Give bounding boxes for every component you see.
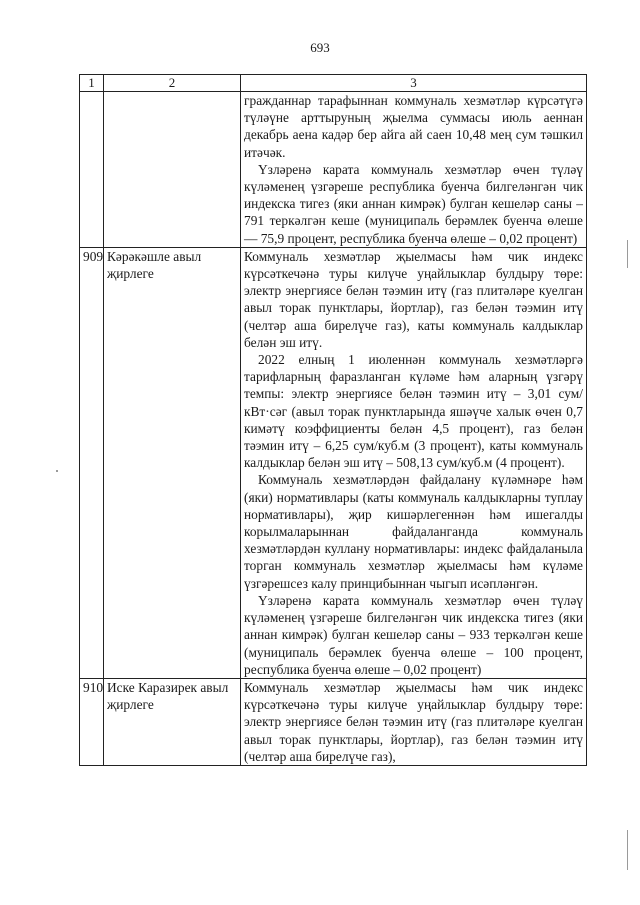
- paragraph: гражданнар тарафыннан коммуналь хезмәтләр күрсәтүгә түләүне арттыруның җыелма суммасы июль аеннан декабрь аена кадәр бер айга ай саен 10,48 мең сум тәшкил итәчәк.: [244, 93, 583, 160]
- scan-artifact-line: [627, 240, 628, 268]
- paragraph: Коммуналь хезмәтләр җыелмасы һәм чик индекс күрсәткечәнә туры килүче уңайлыклар булдыру төре: электр энергиясе белән тәэмин итү (газ плитәләре куелган авыл торак пунктлары, йортлар), газ белән тәэмин итү (челтәр аша бирелүче газ),: [244, 679, 583, 764]
- scan-artifact-line: [627, 830, 628, 870]
- header-col-1: 1: [80, 75, 104, 92]
- row-number: [80, 92, 104, 248]
- row-number: 910: [80, 678, 104, 765]
- table-row: [80, 247, 587, 678]
- paragraph: 2022 елның 1 июленнән коммуналь хезмәтләргә тарифларның фаразланган күләме һәм аларның үзгәрү темпы: электр энергиясе белән тәэмин итү – 3,01 сум/кВт·сәг (авыл торак пунктларында яшәүче халык өчен 0,7 кимәтү коэффициенты белән 4,5 процент), газ белән тәэмин итү – 6,25 сум/куб.м (3 процент), каты коммуналь калдыклар белән эш итү – 508,13 сум/куб.м (4 процент).: [244, 352, 583, 471]
- table-row: [80, 678, 587, 765]
- row-description: [241, 678, 587, 765]
- paragraph: Үзләренә карата коммуналь хезмәтләр өчен түләү күләменең үзгәреше билгеләнгән чик индекска тигез (яки аннан кимрәк) булган кешеләр саны – 933 теркәлгән кеше (муниципаль берәмлек буенча өлеше – 100 процент, республика буенча өлеше – 0,02 процент): [244, 592, 583, 677]
- row-number: 909: [80, 247, 104, 678]
- settlement-name: Иске Каразирек авыл җирлеге: [104, 678, 241, 765]
- scan-artifact-dot: [56, 470, 58, 472]
- header-col-2: 2: [104, 75, 241, 92]
- paragraph: Үзләренә карата коммуналь хезмәтләр өчен түләү күләменең үзгәреше республика буенча билгеләнгән чик индекска тигез (яки аннан кимрәк) булган кешеләр саны – 791 теркәлгән кеше (муниципаль берәмлек буенча өлеше — 75,9 процент, республика буенча өлеше – 0,02 процент): [244, 161, 583, 246]
- header-col-3: 3: [241, 75, 587, 92]
- row-description: [241, 247, 587, 678]
- paragraph: Коммуналь хезмәтләр җыелмасы һәм чик индекс күрсәткечәнә туры килүче уңайлыклар булдыру төре: электр энергиясе белән тәэмин итү (газ плитәләре куелган авыл торак пунктлары, йортлар), газ белән тәэмин итү (челтәр аша бирелүче газ), каты коммуналь калдыклар белән эш итү.: [244, 248, 583, 350]
- municipal-utilities-table: [79, 74, 587, 766]
- page-number: 693: [310, 40, 330, 55]
- paragraph: Коммуналь хезмәтләрдән файдалану күләмнәре һәм (яки) нормативлары (каты коммуналь калдыкларны туплау нормативлары), җир кишәрлегеннән һәм ишегалды корылмаларыннан файдаланганда коммуналь хезмәтләрдән куллану нормативлары: индекс файдаланыла торган коммуналь хезмәтләр җыелмасы һәм күләме үзгәрешсез калу принцибыннан чыгып исәпләнгән.: [244, 472, 583, 591]
- settlement-name: [104, 92, 241, 248]
- table-row: [80, 92, 587, 248]
- settlement-name: Кәрәкәшле авыл җирлеге: [104, 247, 241, 678]
- table-header-row: [80, 75, 587, 92]
- row-description: [241, 92, 587, 248]
